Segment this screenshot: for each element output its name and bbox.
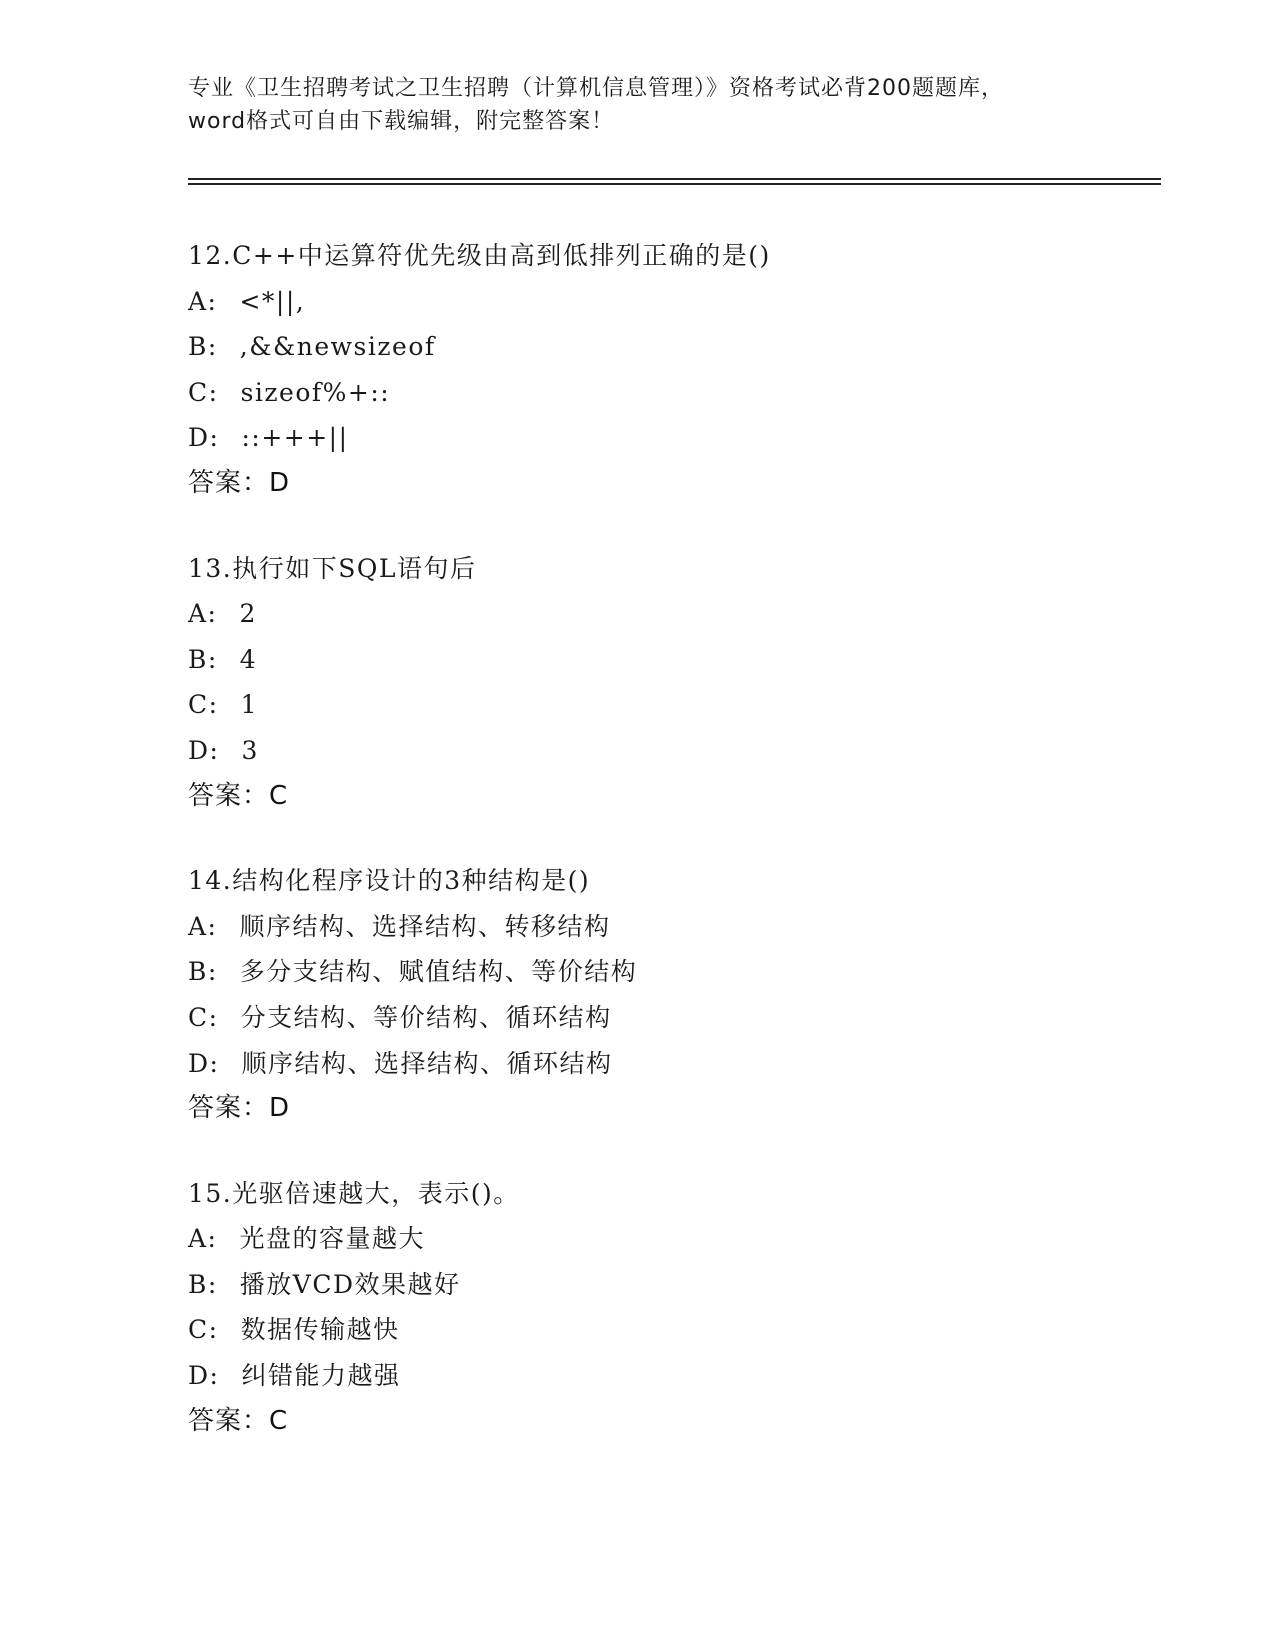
answer-line: 答案：D — [188, 467, 291, 498]
document-header — [188, 72, 1088, 138]
option-letter: C: — [188, 377, 219, 407]
option-c — [188, 370, 1148, 416]
option-text: 顺序结构、选择结构、循环结构 — [241, 1048, 613, 1078]
option-text: 光盘的容量越大 — [239, 1224, 425, 1254]
option-b — [188, 949, 1148, 995]
answer-line: 答案：C — [188, 780, 289, 811]
option-text: 3 — [241, 735, 259, 765]
question-list — [188, 233, 1148, 1483]
option-c — [188, 1307, 1148, 1353]
option-b — [188, 637, 1148, 683]
option-text: <*||, — [239, 286, 306, 316]
option-text: 4 — [239, 644, 258, 674]
option-d — [188, 728, 1148, 774]
option-letter: C: — [188, 1002, 219, 1032]
option-text: 纠错能力越强 — [241, 1361, 401, 1391]
option-a — [188, 904, 1148, 950]
option-letter: A: — [188, 286, 218, 316]
option-letter: A: — [188, 1224, 218, 1254]
option-text: 数据传输越快 — [240, 1315, 400, 1345]
option-text: 播放VCD效果越好 — [239, 1269, 461, 1299]
option-text: 分支结构、等价结构、循环结构 — [240, 1002, 612, 1032]
option-letter: D: — [188, 423, 220, 453]
option-letter: A: — [188, 911, 218, 941]
option-text: 1 — [240, 690, 258, 720]
option-letter: D: — [188, 1361, 220, 1391]
option-letter: B: — [188, 644, 218, 674]
option-d — [188, 1353, 1148, 1399]
header-line-1: 专业《卫生招聘考试之卫生招聘（计算机信息管理）》资格考试必背200题题库， — [188, 76, 1004, 101]
answer-line: 答案：D — [188, 1093, 291, 1124]
option-letter: A: — [188, 599, 218, 629]
option-a — [188, 279, 1148, 325]
question-stem: 13.执行如下SQL语句后 — [188, 553, 477, 583]
option-c — [188, 995, 1148, 1041]
option-letter: B: — [188, 957, 218, 987]
question-stem: 15.光驱倍速越大，表示()。 — [188, 1178, 520, 1208]
option-letter: B: — [188, 1269, 218, 1299]
option-letter: B: — [188, 332, 218, 362]
header-line-2: word格式可自由下载编辑，附完整答案！ — [188, 109, 615, 134]
option-letter: C: — [188, 690, 219, 720]
option-letter: D: — [188, 735, 220, 765]
question-stem: 12.C++中运算符优先级由高到低排列正确的是() — [188, 241, 771, 270]
option-d — [188, 1041, 1148, 1087]
option-text: sizeof%+:: — [240, 377, 391, 407]
option-b — [188, 324, 1148, 370]
question-stem: 14.结构化程序设计的3种结构是() — [188, 866, 591, 896]
header-divider-top — [188, 178, 1161, 180]
option-d — [188, 415, 1148, 461]
option-c — [188, 682, 1148, 728]
option-text: 2 — [239, 599, 257, 629]
option-text: ,&&newsizeof — [239, 332, 436, 362]
question-block — [188, 1171, 1148, 1445]
header-divider-bottom — [188, 183, 1161, 185]
option-text: ::+++|| — [241, 423, 349, 453]
question-block — [188, 546, 1148, 820]
option-b — [188, 1262, 1148, 1308]
question-block — [188, 233, 1148, 507]
option-a — [188, 1216, 1148, 1262]
option-letter: C: — [188, 1315, 219, 1345]
question-block — [188, 858, 1148, 1132]
option-letter: D: — [188, 1048, 220, 1078]
answer-line: 答案：C — [188, 1405, 289, 1436]
option-text: 多分支结构、赋值结构、等价结构 — [239, 957, 638, 987]
option-text: 顺序结构、选择结构、转移结构 — [239, 911, 611, 941]
option-a — [188, 591, 1148, 637]
